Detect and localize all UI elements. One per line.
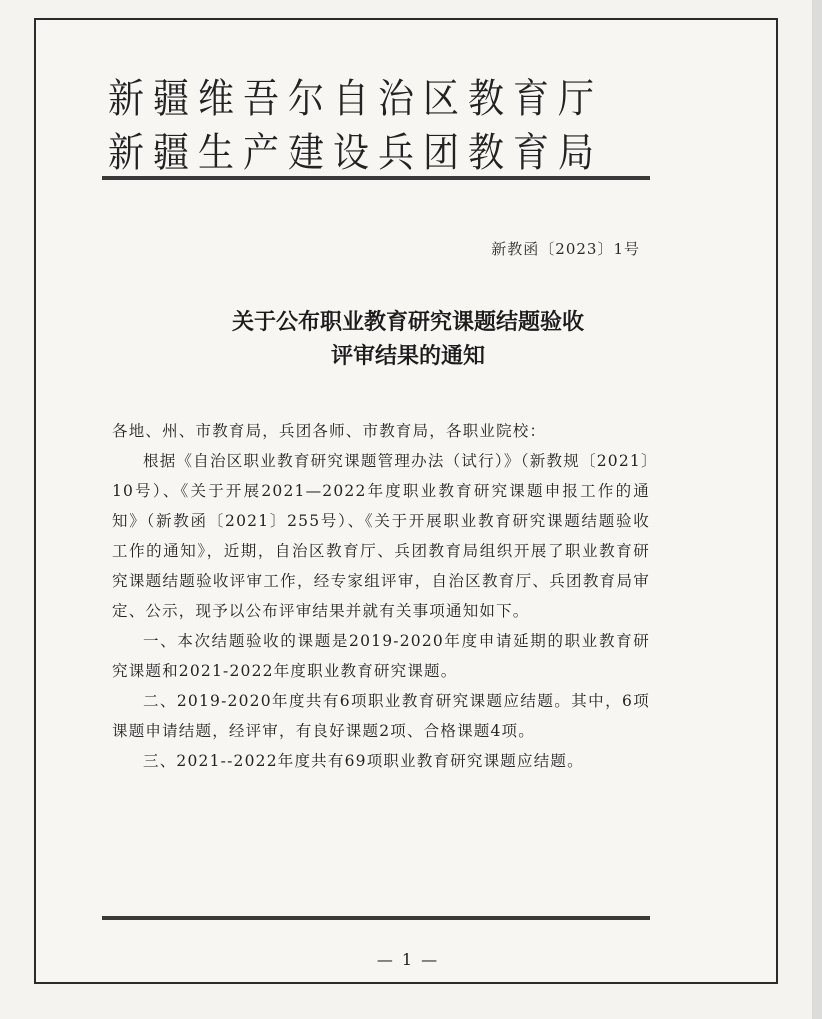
page-number: — 1 — — [376, 950, 440, 969]
title-line-2: 评审结果的通知 — [330, 344, 485, 369]
salutation: 各地、州、市教育局，兵团各师、市教育局，各职业院校： — [112, 422, 547, 440]
header-divider — [102, 176, 650, 180]
title-line-1: 关于公布职业教育研究课题结题验收 — [231, 310, 584, 335]
scan-background-edge — [812, 0, 822, 1019]
paragraph-item-3: 三、2021--2022年度共有69项职业教育研究课题应结题。 — [143, 752, 584, 770]
paragraph-item-1: 一、本次结题验收的课题是2019-2020年度申请延期的职业教育研究课题和2021-2022年度职业教育研究课题。 — [112, 632, 650, 680]
notice-body — [112, 416, 650, 776]
document-page — [34, 18, 778, 984]
paragraph-item-2: 二、2019-2020年度共有6项职业教育研究课题应结题。其中，6项课题申请结题，经评审，有良好课题2项、合格课题4项。 — [112, 692, 650, 740]
notice-title — [36, 306, 780, 374]
document-number: 新教函〔2023〕1号 — [491, 240, 640, 258]
issuing-authority-header — [108, 72, 668, 180]
footer-divider — [102, 916, 650, 920]
authority-line-1: 新疆维吾尔自治区教育厅 — [108, 76, 603, 122]
paragraph-basis: 根据《自治区职业教育研究课题管理办法（试行）》（新教规〔2021〕10号）、《关于开展2021—2022年度职业教育研究课题申报工作的通知》（新教函〔2021〕255号）、《关于开展职业教育研究课题结题验收工作的通知》，近期，自治区教育厅、兵团教育局组织开展了职业教育研究课题结题验收评审工作，经专家组评审，自治区教育厅、兵团教育局审定、公示，现予以公布评审结果并就有关事项通知如下。 — [112, 452, 650, 620]
authority-line-2: 新疆生产建设兵团教育局 — [108, 130, 603, 176]
